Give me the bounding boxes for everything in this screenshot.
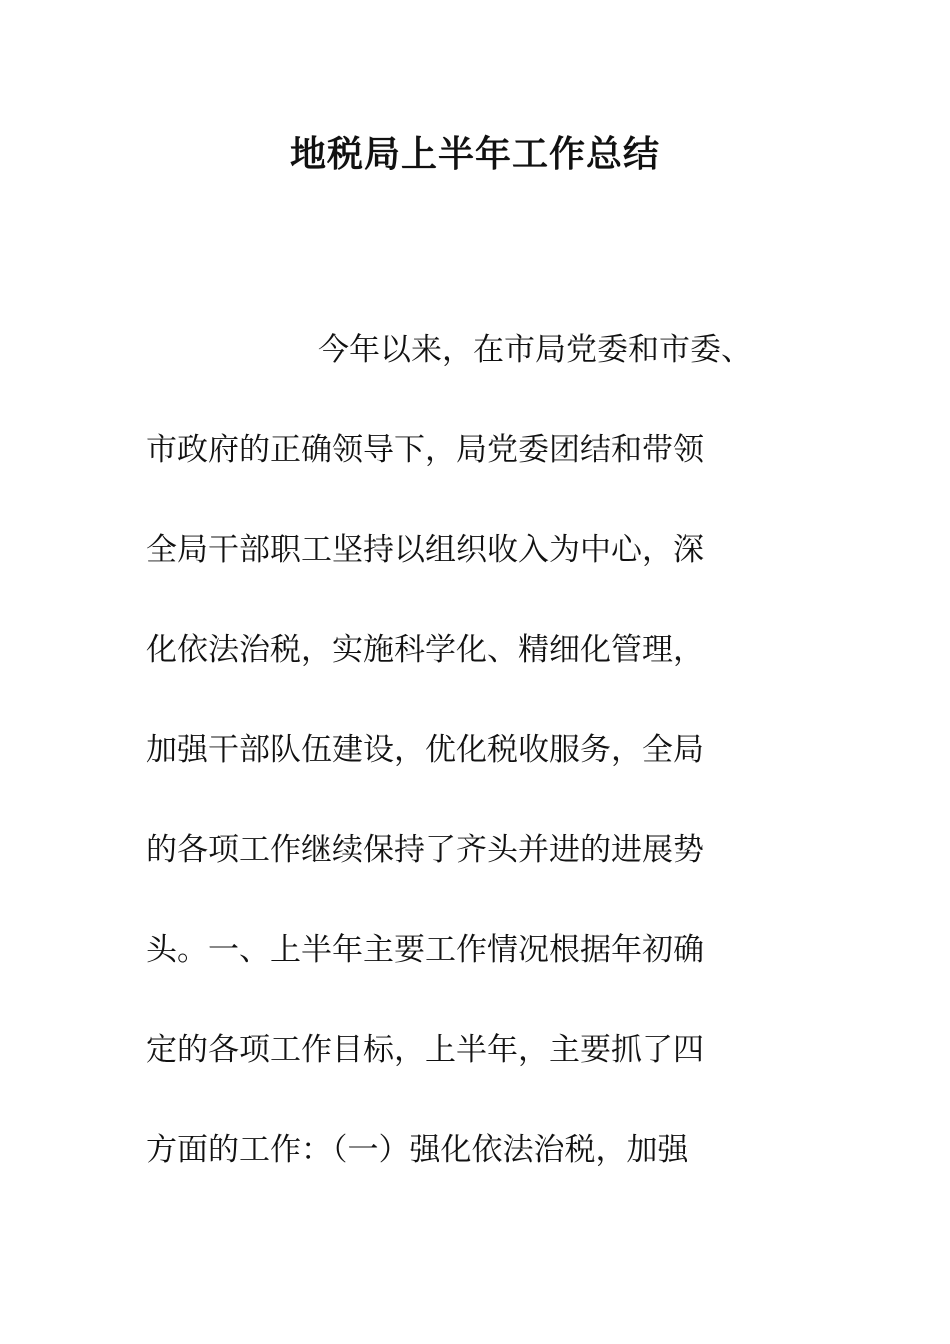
paragraph-line: 头。一、上半年主要工作情况根据年初确 [146, 932, 704, 968]
paragraph-line: 定的各项工作目标，上半年，主要抓了四 [146, 1032, 704, 1068]
paragraph-line: 化依法治税，实施科学化、精细化管理， [146, 632, 704, 668]
document-title: 地税局上半年工作总结 [289, 133, 660, 175]
paragraph-line: 的各项工作继续保持了齐头并进的进展势 [146, 832, 704, 868]
paragraph-line: 方面的工作：（一）强化依法治税，加强 [146, 1132, 689, 1168]
paragraph-line: 市政府的正确领导下，局党委团结和带领 [146, 432, 704, 468]
paragraph-line: 全局干部职工坚持以组织收入为中心，深 [146, 532, 704, 568]
paragraph-line: 今年以来，在市局党委和市委、 [318, 332, 752, 368]
document-body [146, 300, 806, 1200]
paragraph-line: 加强干部队伍建设，优化税收服务，全局 [146, 732, 704, 768]
